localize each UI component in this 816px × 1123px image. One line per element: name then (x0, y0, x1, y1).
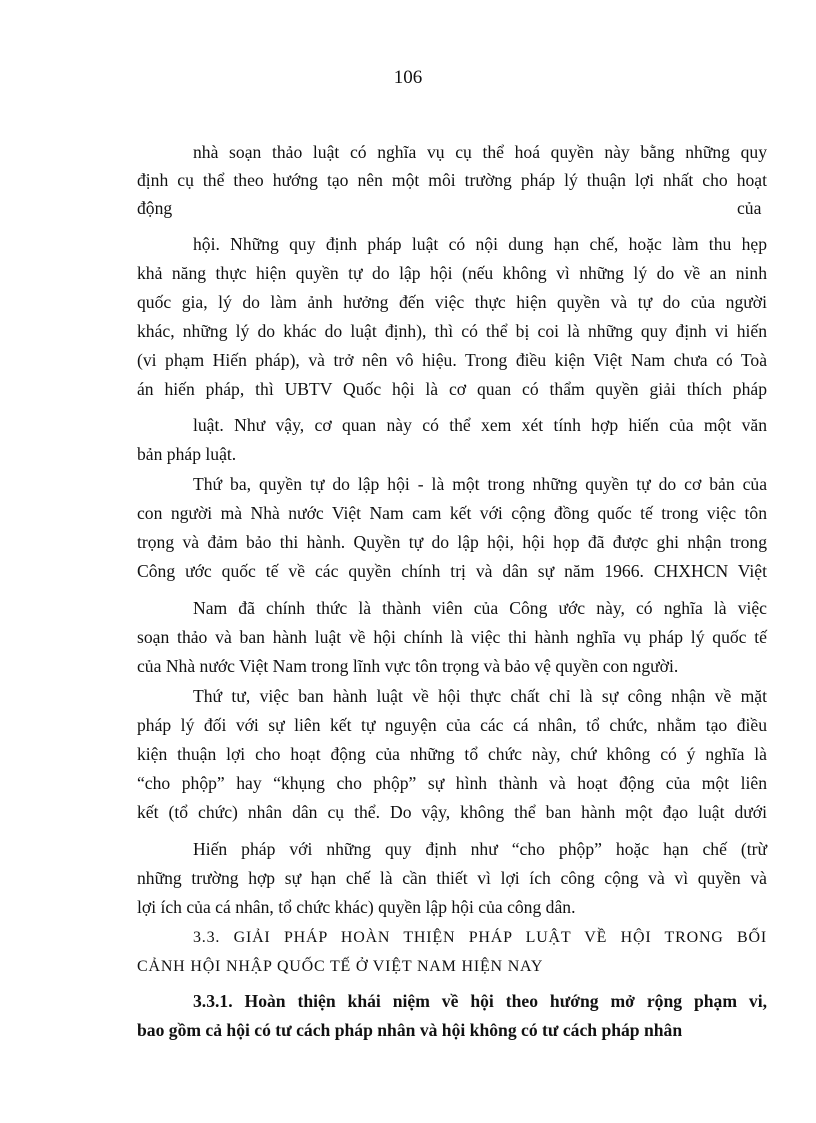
text-line: “cho phộp” hay “khụng cho phộp” sự hình thành và hoạt động của một liên (137, 773, 767, 793)
text-line: Thứ ba, quyền tự do lập hội - là một trong những quyền tự do cơ bản của (193, 474, 767, 494)
text-line: trọng và đảm bảo thi hành. Quyền tự do lập hội, hội họp đã được ghi nhận trong (137, 532, 767, 552)
text-line: những trường hợp sự hạn chế là cần thiết vì lợi ích công cộng và vì quyền và (137, 868, 767, 888)
text-line: lợi ích của cá nhân, tổ chức khác) quyền lập hội của công dân. (137, 897, 576, 917)
text-line: Công ước quốc tế về các quyền chính trị và dân sự năm 1966. CHXHCN Việt (137, 561, 767, 581)
text-line: bản pháp luật. (137, 444, 237, 464)
text-line: pháp lý đối với sự liên kết tự nguyện của các cá nhân, tổ chức, nhằm tạo điều (137, 715, 767, 735)
subsection-heading: 3.3.1. Hoàn thiện khái niệm về hội theo hướng mở rộng phạm vi, (193, 991, 767, 1011)
text-line: luật. Như vậy, cơ quan này có thể xem xét tính hợp hiến của một văn (193, 415, 767, 435)
text-line: (vi phạm Hiến pháp), và trở nên vô hiệu. Trong điều kiện Việt Nam chưa có Toà (137, 350, 767, 370)
text-line: hội. Những quy định pháp luật có nội dung hạn chế, hoặc làm thu hẹp (193, 234, 767, 254)
text-line: soạn thảo và ban hành luật về hội chính là việc thi hành nghĩa vụ pháp lý quốc tế (137, 627, 767, 647)
text-line: Thứ tư, việc ban hành luật về hội thực chất chỉ là sự công nhận về mặt (193, 686, 767, 706)
text-line: kết (tổ chức) nhân dân cụ thể. Do vậy, không thể ban hành một đạo luật dưới (137, 802, 767, 822)
section-heading: 3.3. GIẢI PHÁP HOÀN THIỆN PHÁP LUẬT VỀ HỘI TRONG BỐI (193, 929, 767, 946)
section-heading: CẢNH HỘI NHẬP QUỐC TẾ Ở VIỆT NAM HIỆN NAY (137, 958, 544, 975)
text-line: động (137, 198, 173, 218)
text-line: án hiến pháp, thì UBTV Quốc hội là cơ quan có thẩm quyền giải thích pháp (137, 379, 767, 399)
text-line: của Nhà nước Việt Nam trong lĩnh vực tôn trọng và bảo vệ quyền con người. (137, 656, 679, 676)
text-line: khả năng thực hiện quyền tự do lập hội (nếu không vì những lý do về an ninh (137, 263, 767, 283)
text-line: của (737, 198, 762, 218)
subsection-heading: bao gồm cả hội có tư cách pháp nhân và hội không có tư cách pháp nhân (137, 1020, 683, 1040)
text-line: con người mà Nhà nước Việt Nam cam kết với cộng đồng quốc tế trong việc tôn (137, 503, 767, 523)
page-number: 106 (393, 67, 423, 88)
text-line: kiện thuận lợi cho hoạt động của những tổ chức này, chứ không có ý nghĩa là (137, 744, 767, 764)
text-line: nhà soạn thảo luật có nghĩa vụ cụ thể hoá quyền này bằng những quy (193, 142, 767, 162)
text-line: Nam đã chính thức là thành viên của Công ước này, có nghĩa là việc (193, 598, 767, 618)
text-line: quốc gia, lý do làm ảnh hưởng đến việc thực hiện quyền và tự do của người (137, 292, 767, 312)
text-line: khác, những lý do khác do luật định), thì có thể bị coi là những quy định vi hiến (137, 321, 767, 341)
text-line: định cụ thể theo hướng tạo nên một môi trường pháp lý thuận lợi nhất cho hoạt (137, 170, 767, 190)
text-line: Hiến pháp với những quy định như “cho phộp” hoặc hạn chế (trừ (193, 839, 767, 859)
